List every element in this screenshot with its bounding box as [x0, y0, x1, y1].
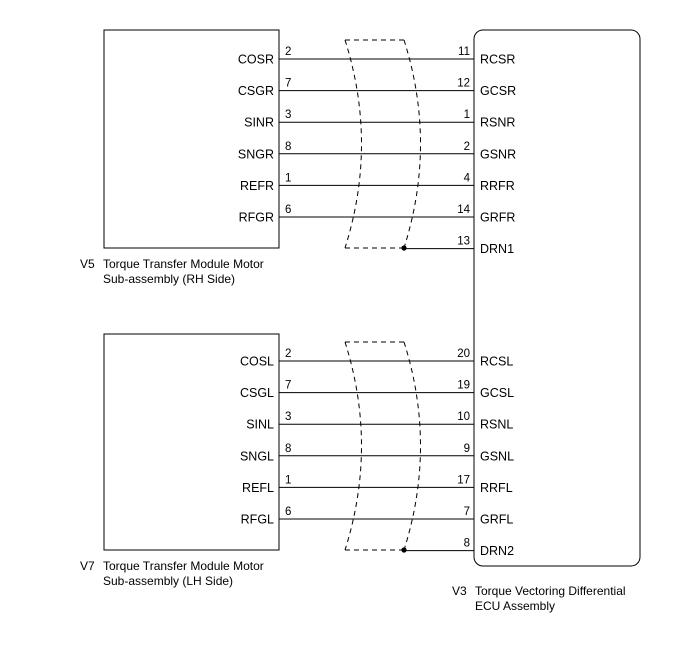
lower-ecu-terminal-label: RCSL [480, 354, 514, 369]
upper-shield-drain-junction [401, 245, 406, 250]
v3-name-line2: ECU Assembly [475, 599, 556, 613]
lower-ecu-pin-number: 19 [457, 379, 470, 392]
lower-shield-drain-junction [401, 547, 406, 552]
upper-ecu-terminal-label: GSNR [480, 147, 517, 162]
upper-motor-terminal-label: RFGR [238, 210, 274, 225]
lower-motor-pin-number: 7 [285, 379, 292, 392]
lower-ecu-pin-number: 9 [463, 442, 470, 455]
lower-motor-terminal-label: RFGL [240, 512, 274, 527]
upper-ecu-pin-number: 2 [463, 140, 470, 153]
upper-motor-pin-number: 1 [285, 172, 292, 185]
lower-ecu-pin-number: 10 [457, 411, 470, 424]
v7-name-line2: Sub-assembly (LH Side) [103, 574, 234, 588]
upper-motor-pin-number: 8 [285, 140, 292, 153]
lower-motor-pin-number: 3 [285, 411, 292, 424]
v7-code: V7 [80, 559, 95, 573]
v7-caption [80, 559, 264, 588]
upper-motor-pin-number: 3 [285, 109, 292, 122]
lower-motor-terminal-label: COSL [239, 354, 274, 369]
v3-code: V3 [452, 584, 467, 598]
upper-ecu-pin-number: 12 [457, 77, 470, 90]
lower-drain-label: DRN2 [480, 544, 515, 559]
lower-ecu-pin-number: 20 [457, 348, 470, 360]
lower-ecu-pin-number: 7 [463, 506, 470, 518]
upper-motor-pin-number: 6 [285, 204, 292, 216]
upper-ecu-terminal-label: RRFR [480, 178, 515, 193]
lower-motor-pin-number: 8 [285, 442, 292, 455]
upper-ecu-pin-number: 11 [458, 46, 470, 58]
upper-drain-pin-number: 13 [457, 235, 470, 248]
lower-motor-pin-number: 1 [285, 474, 292, 487]
lower-ecu-terminal-label: GCSL [480, 386, 515, 401]
upper-ecu-pin-number: 1 [463, 109, 470, 122]
lower-motor-terminal-label: SNGL [239, 449, 274, 464]
lower-ecu-terminal-label: RSNL [480, 417, 514, 432]
v5-name-line2: Sub-assembly (RH Side) [103, 272, 236, 286]
upper-motor-terminal-label: SINR [244, 115, 274, 130]
lower-harness [240, 348, 514, 558]
v7-name-line1: Torque Transfer Module Motor [103, 559, 264, 573]
upper-ecu-terminal-label: GCSR [480, 84, 517, 99]
v5-caption [80, 257, 264, 286]
upper-shield [345, 40, 421, 251]
upper-motor-terminal-label: REFR [239, 178, 274, 193]
upper-drain-label: DRN1 [480, 242, 515, 257]
lower-motor-pin-number: 6 [285, 506, 292, 518]
v3-name-line1: Torque Vectoring Differential [475, 584, 626, 598]
upper-ecu-pin-number: 4 [463, 172, 470, 185]
lower-ecu-terminal-label: RRFL [480, 480, 513, 495]
v3-caption [452, 584, 626, 613]
upper-ecu-terminal-label: GRFR [480, 210, 516, 225]
lower-ecu-pin-number: 17 [457, 474, 470, 487]
upper-ecu-terminal-label: RCSR [480, 52, 516, 67]
lower-motor-pin-number: 2 [285, 348, 292, 360]
v5-name-line1: Torque Transfer Module Motor [103, 257, 264, 271]
upper-ecu-pin-number: 14 [457, 204, 470, 216]
lower-motor-terminal-label: CSGL [239, 386, 274, 401]
lower-ecu-terminal-label: GRFL [480, 512, 514, 527]
upper-ecu-terminal-label: RSNR [480, 115, 516, 130]
upper-motor-terminal-label: SNGR [237, 147, 274, 162]
lower-shield [345, 342, 421, 553]
lower-drain-pin-number: 8 [463, 537, 470, 550]
lower-motor-terminal-label: REFL [242, 480, 274, 495]
upper-motor-pin-number: 7 [285, 77, 292, 90]
upper-motor-terminal-label: COSR [237, 52, 274, 67]
upper-motor-terminal-label: CSGR [237, 84, 274, 99]
lower-motor-terminal-label: SINL [246, 417, 274, 432]
upper-motor-pin-number: 2 [285, 46, 292, 58]
lower-ecu-terminal-label: GSNL [480, 449, 515, 464]
v5-code: V5 [80, 257, 95, 271]
